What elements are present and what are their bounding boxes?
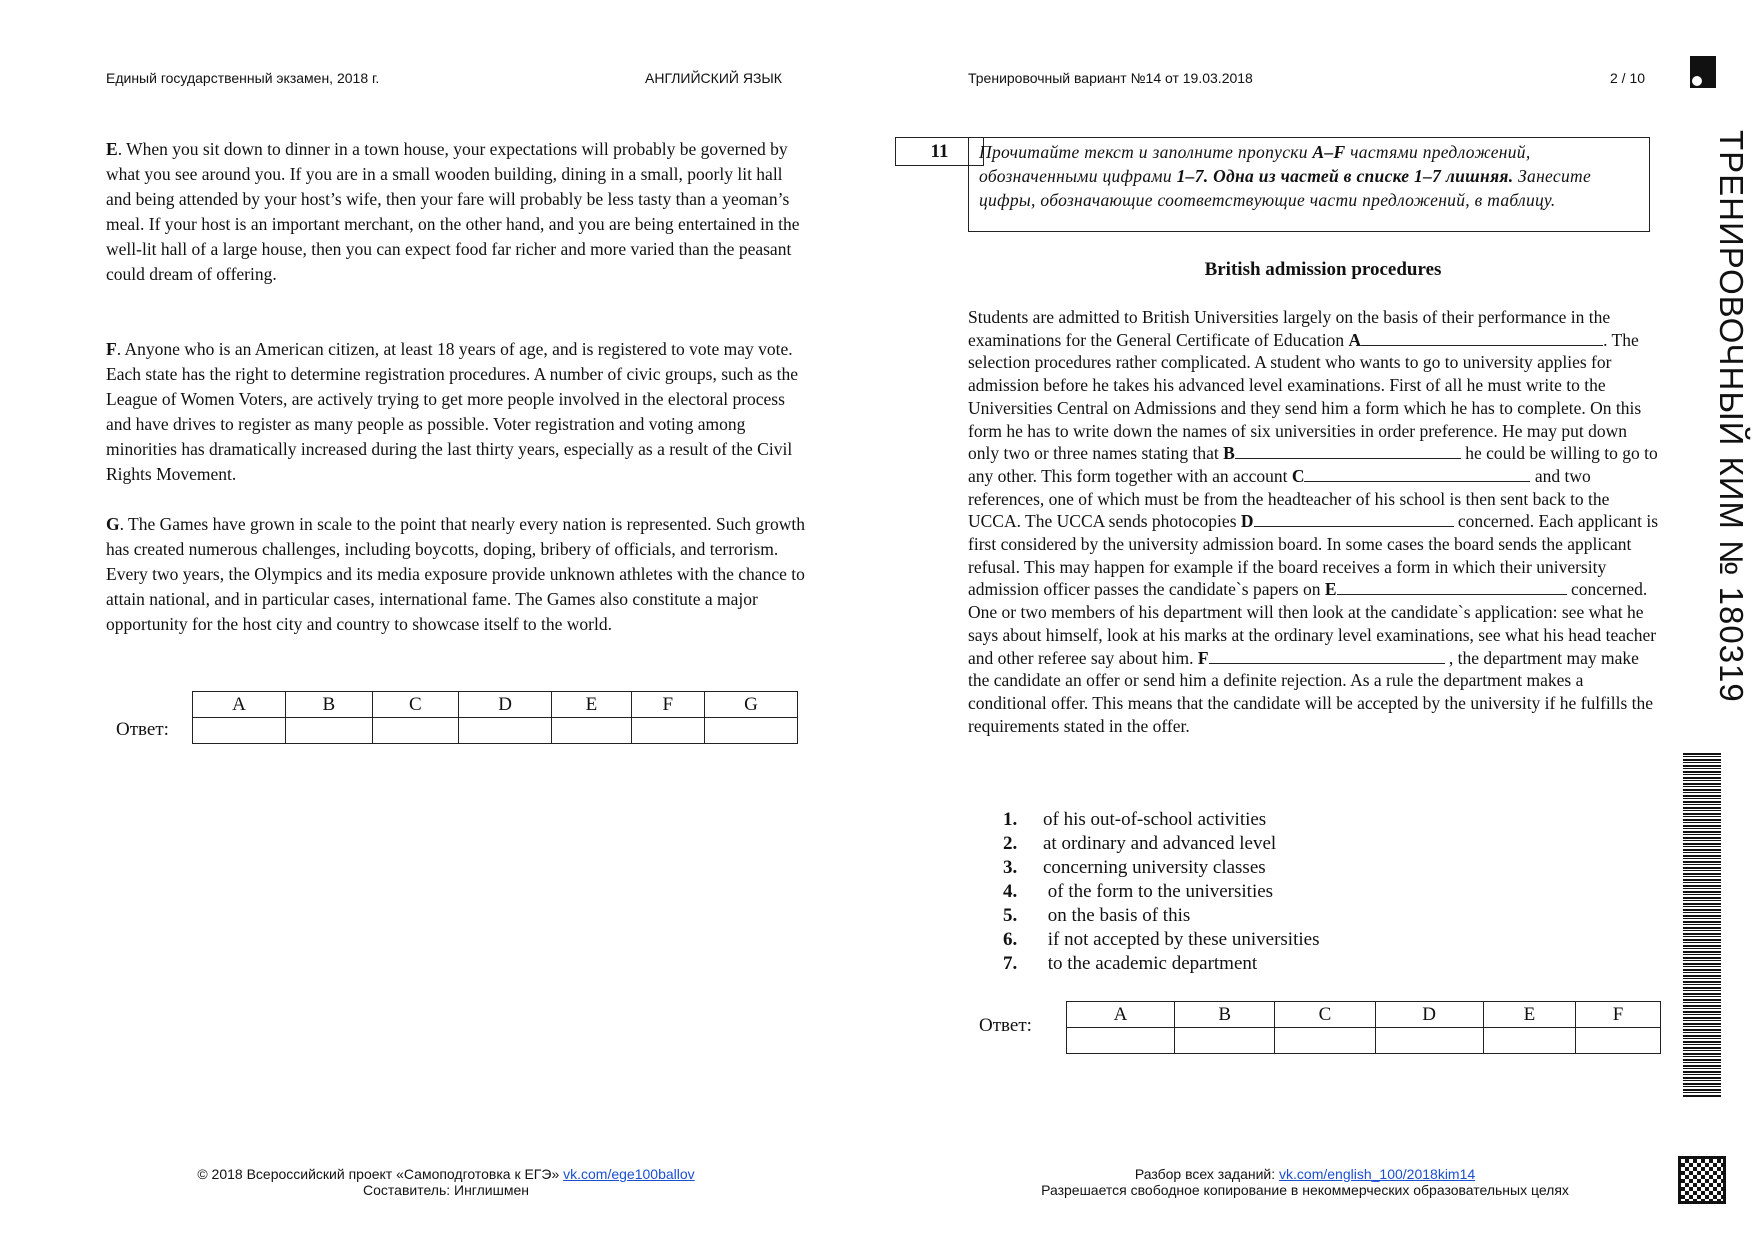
option-item: 3. concerning university classes [1003, 857, 1266, 878]
answer-header-row [1067, 1002, 1661, 1028]
gap-blank-b [1235, 442, 1461, 459]
options-list [1003, 808, 1319, 976]
gap-blank-d [1254, 510, 1454, 527]
option-item: 1. of his out-of-school activities [1003, 809, 1267, 830]
paragraph-e: E. When you sit down to dinner in a town house, your expectations will probably be governed by what you see around you. If you are in a small wooden building, dining in a small, poorly lit hall and being attended by your host’s wife, then your fare will probably be less tasty than a yeoman’s meal. If your host is an important merchant, on the other hand, and you are being entertained in the well-lit hall of a large house, then you can expect food far richer and more varied than the peasant could dream of offering. [106, 139, 800, 284]
gap-blank-a [1361, 329, 1603, 346]
gap-label-c: C [1291, 465, 1305, 486]
footer-left: © 2018 Всероссийский проект «Самоподготовка к ЕГЭ» vk.com/ege100ballov Составитель: Инглишмен [197, 1166, 695, 1198]
col-header: F [631, 692, 704, 718]
option-item: 6. if not accepted by these universities [1003, 929, 1320, 950]
col-header: C [372, 692, 458, 718]
answer-label-right: Ответ: [979, 1015, 1032, 1036]
option-item: 7. to the academic department [1003, 953, 1258, 974]
answer-cell[interactable] [459, 718, 552, 744]
gap-label-f: F [1197, 647, 1209, 668]
answer-cell[interactable] [1483, 1028, 1575, 1054]
answer-cell[interactable] [552, 718, 632, 744]
col-header: D [1375, 1002, 1483, 1028]
footer-right: Разбор всех заданий: vk.com/english_100/2018kim14 Разрешается свободное копирование в некоммерческих образовательных целях [1041, 1166, 1569, 1198]
answer-input-row [193, 718, 798, 744]
subject-title: АНГЛИЙСКИЙ ЯЗЫК [645, 70, 782, 86]
answer-input-row [1067, 1028, 1661, 1054]
answer-table-right [1066, 1001, 1661, 1054]
col-header: B [1175, 1002, 1275, 1028]
gap-fill-text: Students are admitted to British Universities largely on the basis of their performance in the examinations for the General Certificate of Education A . The selection procedures rather complicated. A student who wants to go to university applies for admission before he takes his advanced level examinations. First of all he must write to the Universities Central on Admissions and they send him a form which he has to complete. On this form he has to write down the names of six universities in order preference. He may put down only two or three names stating that B he could be willing to go to any other. This form together with an account C and two references, one of which must be from the headteacher of his school is then sent back to the UCCA. The UCCA sends photocopies D concerned. Each applicant is first considered by the university admission board. In some cases the board sends the applicant refusal. This may happen for example if the board receives a form in which their university admission officer passes the candidate`s papers on E concerned. One or two members of his department will then look at the candidate`s application: see what he says about himself, look at his marks at the ordinary level examinations, see what his head teacher and other referee say about him. F , the department may make the candidate an offer or send him a definite rejection. As a rule the department makes a conditional offer. This means that the candidate will be accepted by the university if he fulfills the requirements stated in the offer. [968, 307, 1659, 736]
paragraph-f: F. Anyone who is an American citizen, at least 18 years of age, and is registered to vote may vote. Each state has the right to determine registration procedures. A number of civic groups, such as the League of Women Voters, are actively trying to get more people involved in the electoral process and have drives to register as many people as possible. Voter registration and voting among minorities has dramatically increased during the last thirty years, especially as a result of the Civil Rights Movement. [106, 339, 799, 484]
answer-cell[interactable] [193, 718, 286, 744]
answer-table-left [192, 691, 798, 744]
answer-cell[interactable] [1375, 1028, 1483, 1054]
col-header: E [1483, 1002, 1575, 1028]
page-number: 2 / 10 [1610, 70, 1646, 86]
text-title: British admission procedures [1204, 259, 1442, 280]
task-instruction: Прочитайте текст и заполните пропуски A–F частями предложений, обозначенными цифрами 1–7. Одна из частей в списке 1–7 лишняя. Занесите цифры, обозначающие соответствующие части предложений, в таблицу. [968, 137, 1650, 232]
qr-code-icon [1678, 1156, 1726, 1204]
option-item: 5. on the basis of this [1003, 905, 1191, 926]
exam-title: Единый государственный экзамен, 2018 г. [106, 70, 380, 86]
answer-header-row [193, 692, 798, 718]
barcode-icon [1683, 753, 1721, 1098]
option-item: 2. at ordinary and advanced level [1003, 833, 1277, 854]
paragraph-g: G. The Games have grown in scale to the point that nearly every nation is represented. Such growth has created numerous challenges, including boycotts, doping, bribery of officials, and terrorism. Every two years, the Olympics and its media exposure provide unknown athletes with the chance to attain national, and in particular cases, international fame. The Games also constitute a major opportunity for the host city and country to showcase itself to the world. [106, 514, 806, 634]
col-header: D [459, 692, 552, 718]
gap-blank-f [1209, 647, 1445, 664]
col-header: B [286, 692, 372, 718]
col-header: G [704, 692, 797, 718]
gap-blank-c [1304, 465, 1530, 482]
gap-label-b: B [1223, 443, 1235, 464]
answer-cell[interactable] [1175, 1028, 1275, 1054]
task-number: 11 [895, 137, 984, 166]
answer-cell[interactable] [1576, 1028, 1661, 1054]
answer-cell[interactable] [1067, 1028, 1175, 1054]
col-header: A [1067, 1002, 1175, 1028]
answer-cell[interactable] [1275, 1028, 1375, 1054]
footer-link-left[interactable]: vk.com/ege100ballov [563, 1166, 695, 1182]
side-title: ТРЕНИРОВОЧНЫЙ КИМ № 180319 [1713, 130, 1750, 703]
footer-link-right[interactable]: vk.com/english_100/2018kim14 [1279, 1166, 1476, 1182]
gap-blank-e [1337, 578, 1567, 595]
answer-cell[interactable] [704, 718, 797, 744]
col-header: E [552, 692, 632, 718]
answer-cell[interactable] [286, 718, 372, 744]
answer-cell[interactable] [372, 718, 458, 744]
answer-label-left: Ответ: [116, 719, 169, 740]
answer-cell[interactable] [631, 718, 704, 744]
registration-mark-icon [1690, 56, 1716, 88]
gap-label-e: E [1324, 579, 1337, 600]
col-header: A [193, 692, 286, 718]
col-header: C [1275, 1002, 1375, 1028]
variant-title: Тренировочный вариант №14 от 19.03.2018 [968, 70, 1253, 86]
option-item: 4. of the form to the universities [1003, 881, 1274, 902]
col-header: F [1576, 1002, 1661, 1028]
gap-label-a: A [1348, 329, 1362, 350]
gap-label-d: D [1240, 511, 1254, 532]
